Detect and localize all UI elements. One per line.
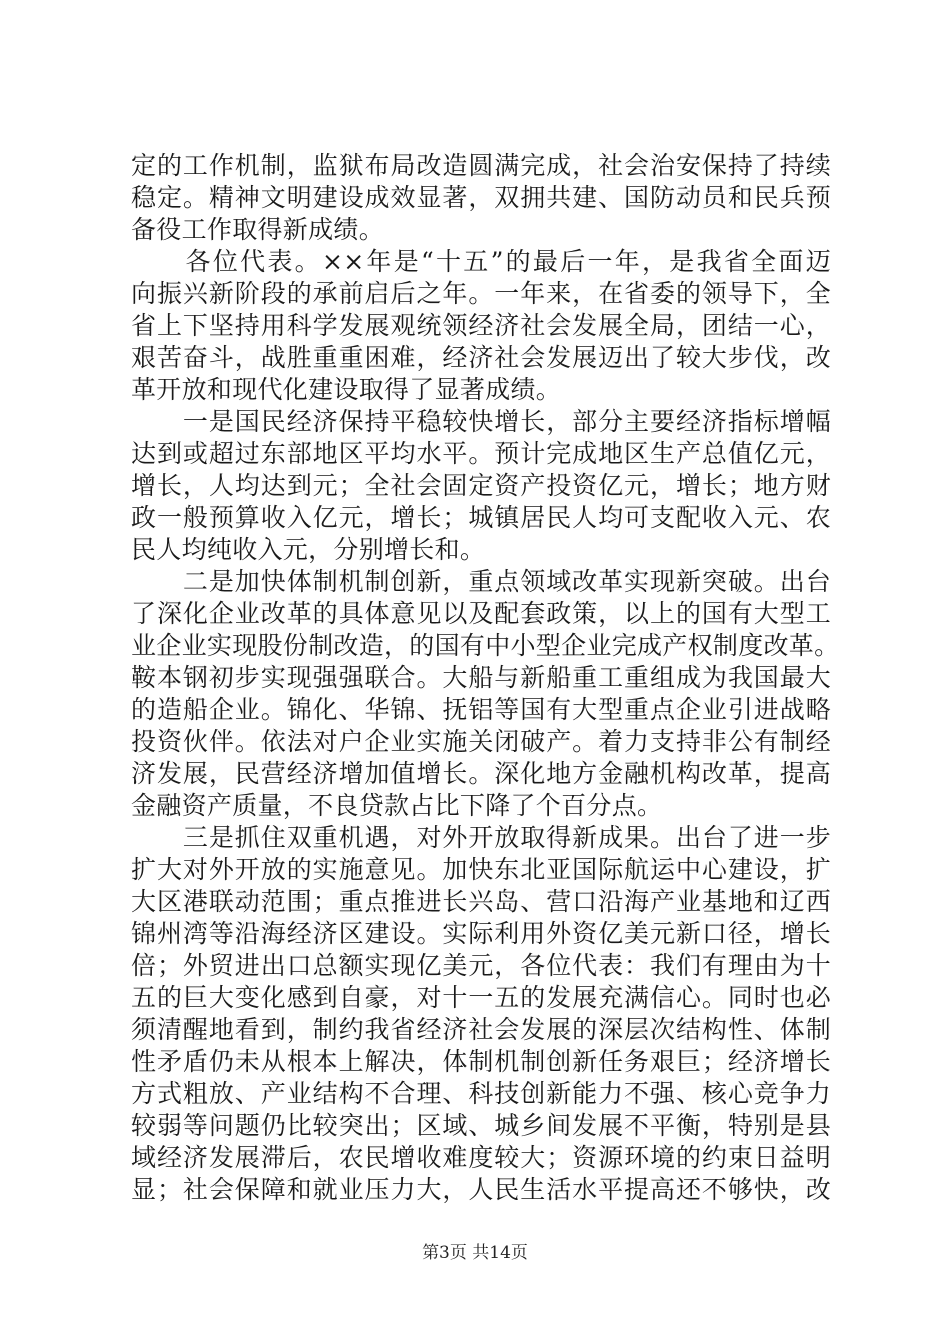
text-line: 政一般预算收入亿元，增长；城镇居民人均可支配收入元、农 <box>131 503 831 532</box>
text-line: 大区港联动范围；重点推进长兴岛、营口沿海产业基地和辽西 <box>131 887 831 916</box>
text-line: 业企业实现股份制改造，的国有中小型企业完成产权制度改革。 <box>131 631 840 660</box>
text-line: 了深化企业改革的具体意见以及配套政策，以上的国有大型工 <box>131 599 831 628</box>
text-line: 三是抓住双重机遇，对外开放取得新成果。出台了进一步 <box>131 823 831 852</box>
text-line: 倍；外贸进出口总额实现亿美元，各位代表：我们有理由为十 <box>131 951 831 980</box>
text-line: 须清醒地看到，制约我省经济社会发展的深层次结构性、体制 <box>131 1015 831 1044</box>
text-line: 较弱等问题仍比较突出；区域、城乡间发展不平衡，特别是县 <box>131 1111 831 1140</box>
text-line: 民人均纯收入元，分别增长和。 <box>131 535 486 564</box>
text-line: 显；社会保障和就业压力大，人民生活水平提高还不够快，改 <box>131 1175 831 1204</box>
text-line: 扩大对外开放的实施意见。加快东北亚国际航运中心建设，扩 <box>131 855 831 884</box>
text-line: 艰苦奋斗，战胜重重困难，经济社会发展迈出了较大步伐，改 <box>131 343 831 372</box>
text-line: 省上下坚持用科学发展观统领经济社会发展全局，团结一心， <box>131 311 831 340</box>
text-line: 济发展，民营经济增加值增长。深化地方金融机构改革，提高 <box>131 759 831 788</box>
text-line: 锦州湾等沿海经济区建设。实际利用外资亿美元新口径，增长 <box>131 919 831 948</box>
text-line: 鞍本钢初步实现强强联合。大船与新船重工重组成为我国最大 <box>131 663 831 692</box>
text-line: 达到或超过东部地区平均水平。预计完成地区生产总值亿元， <box>131 439 831 468</box>
text-line: 一是国民经济保持平稳较快增长，部分主要经济指标增幅 <box>131 407 831 436</box>
text-line: 革开放和现代化建设取得了显著成绩。 <box>131 375 562 404</box>
page-footer: 第3页 共14页 <box>422 1243 528 1263</box>
text-line: 二是加快体制机制创新，重点领域改革实现新突破。出台 <box>131 567 831 596</box>
text-line: 稳定。精神文明建设成效显著，双拥共建、国防动员和民兵预 <box>131 183 831 212</box>
text-line: 投资伙伴。依法对户企业实施关闭破产。着力支持非公有制经 <box>131 727 831 756</box>
text-line: 金融资产质量，不良贷款占比下降了个百分点。 <box>131 791 663 820</box>
text-line: 向振兴新阶段的承前启后之年。一年来，在省委的领导下，全 <box>131 279 831 308</box>
text-line: 五的巨大变化感到自豪，对十一五的发展充满信心。同时也必 <box>131 983 831 1012</box>
text-line: 定的工作机制，监狱布局改造圆满完成，社会治安保持了持续 <box>131 151 831 180</box>
text-line: 性矛盾仍未从根本上解决，体制机制创新任务艰巨；经济增长 <box>131 1047 831 1076</box>
text-line: 域经济发展滞后，农民增收难度较大；资源环境的约束日益明 <box>131 1143 831 1172</box>
text-line: 增长，人均达到元；全社会固定资产投资亿元，增长；地方财 <box>131 471 831 500</box>
text-line: 备役工作取得新成绩。 <box>131 215 385 244</box>
text-line: 方式粗放、产业结构不合理、科技创新能力不强、核心竞争力 <box>131 1079 831 1108</box>
text-line: 各位代表。××年是“十五”的最后一年，是我省全面迈 <box>131 247 831 276</box>
text-line: 的造船企业。锦化、华锦、抚铝等国有大型重点企业引进战略 <box>131 695 831 724</box>
document-body <box>131 150 840 1206</box>
